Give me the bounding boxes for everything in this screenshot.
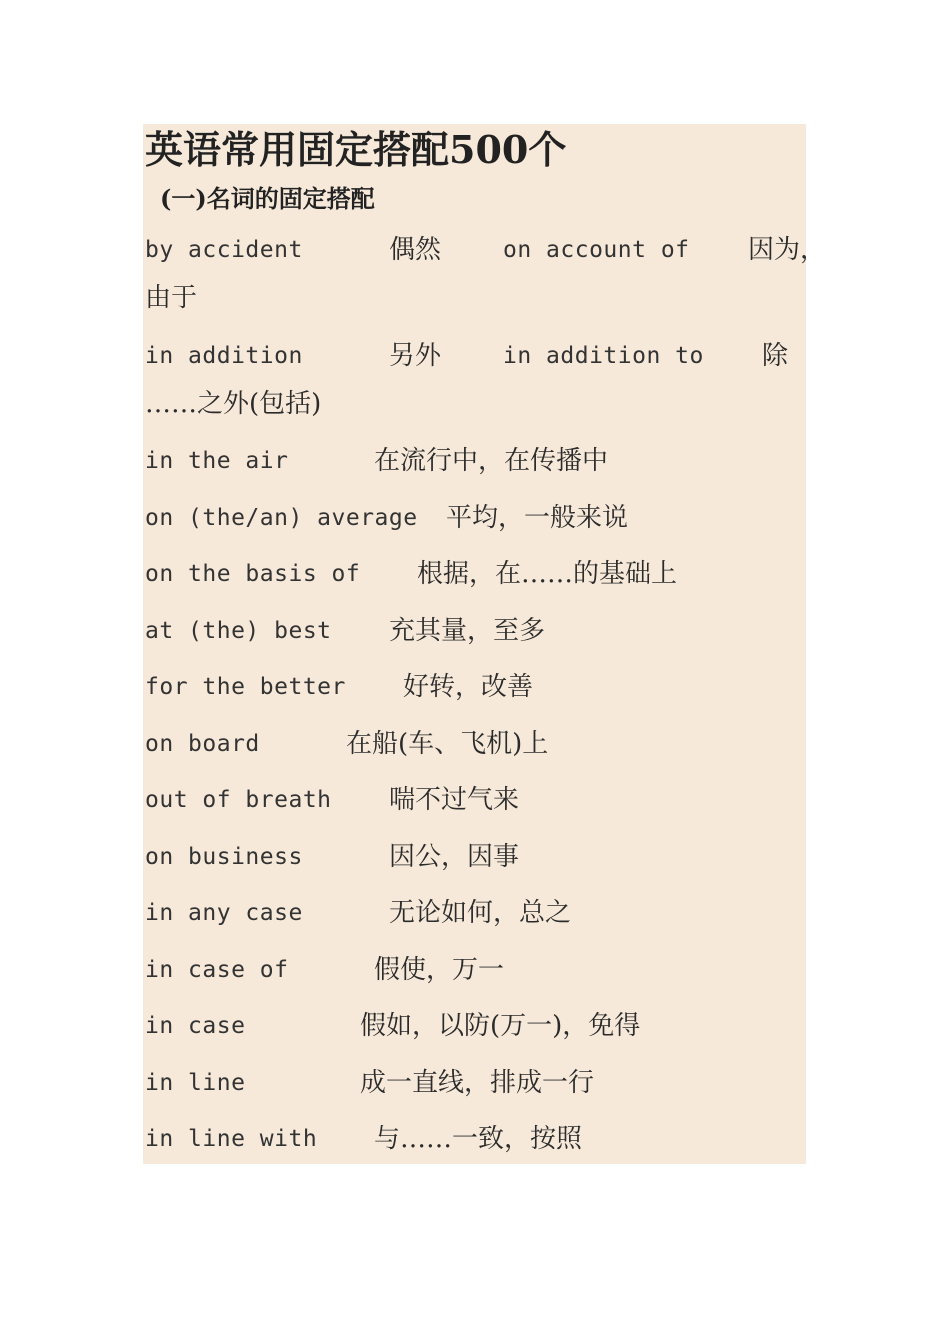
phrase-line: [145, 1115, 825, 1163]
english-phrase: in addition to: [503, 342, 704, 369]
chinese-meaning: 因为，: [748, 235, 827, 265]
phrase-entry: [145, 1115, 825, 1163]
english-phrase: on board: [145, 730, 260, 757]
chinese-meaning: 喘不过气来: [389, 785, 520, 815]
english-phrase: in the air: [145, 448, 289, 474]
chinese-meaning-continued: ……之外(包括): [145, 388, 322, 419]
chinese-meaning: 因公，因事: [389, 841, 520, 872]
chinese-meaning: 充其量，至多: [389, 615, 546, 646]
english-phrase: on the basis of: [145, 561, 361, 587]
english-phrase: in line with: [145, 1126, 318, 1152]
phrase-line: [145, 663, 825, 711]
phrase-line: [145, 332, 825, 380]
chinese-meaning: 好转，改善: [403, 672, 534, 702]
phrase-line: [145, 1002, 825, 1050]
phrase-entry: [145, 889, 825, 946]
section-heading: (一)名词的固定搭配: [160, 184, 375, 213]
chinese-meaning: 除: [762, 340, 789, 371]
phrase-line: [145, 550, 825, 598]
phrase-line: [145, 437, 825, 485]
english-phrase: on account of: [503, 237, 690, 263]
english-phrase: on (the/an) average: [145, 504, 418, 531]
chinese-meaning: 成一直线，排成一行: [360, 1067, 595, 1098]
chinese-meaning: 假使，万一: [374, 954, 505, 985]
english-phrase: in case: [145, 1013, 246, 1039]
phrase-entry: [145, 663, 825, 720]
chinese-meaning: 无论如何，总之: [389, 898, 572, 928]
phrase-line: [145, 226, 825, 274]
chinese-meaning: 在船(车、飞机)上: [346, 728, 549, 759]
phrase-line: [145, 607, 825, 655]
english-phrase: in any case: [145, 900, 303, 926]
phrase-entry: [145, 776, 825, 833]
phrase-line: [145, 889, 825, 937]
chinese-meaning: 在流行中，在传播中: [374, 446, 609, 476]
phrase-entry: [145, 550, 825, 607]
phrase-entry: [145, 494, 825, 551]
english-phrase: for the better: [145, 674, 346, 700]
chinese-meaning: 另外: [389, 340, 442, 371]
chinese-meaning: 与……一致，按照: [374, 1124, 583, 1154]
phrase-line-continuation: [145, 274, 825, 323]
phrase-line: [145, 776, 825, 824]
page-title: 英语常用固定搭配500个: [145, 127, 567, 172]
phrase-entry: [145, 437, 825, 494]
chinese-meaning: 平均，一般来说: [446, 502, 629, 533]
phrase-entry: [145, 833, 825, 890]
english-phrase: in case of: [145, 956, 289, 983]
phrase-line: [145, 494, 825, 542]
english-phrase: on business: [145, 843, 303, 870]
chinese-meaning: 偶然: [389, 235, 442, 265]
phrase-line: [145, 720, 825, 768]
english-phrase: out of breath: [145, 787, 332, 813]
phrase-line: [145, 1059, 825, 1107]
chinese-meaning: 根据，在……的基础上: [417, 559, 678, 589]
phrase-line-continuation: [145, 380, 825, 429]
phrase-entry: [145, 1002, 825, 1059]
english-phrase: in addition: [145, 342, 303, 369]
phrase-entry: [145, 720, 825, 777]
phrase-entry: [145, 607, 825, 664]
chinese-meaning-continued: 由于: [145, 283, 198, 313]
phrase-entry: [145, 332, 825, 438]
phrase-entry: [145, 226, 825, 332]
english-phrase: by accident: [145, 237, 303, 263]
phrase-line: [145, 946, 825, 994]
phrase-line: [145, 833, 825, 881]
english-phrase: at (the) best: [145, 617, 332, 644]
english-phrase: in line: [145, 1069, 246, 1096]
phrase-entry: [145, 946, 825, 1003]
chinese-meaning: 假如，以防(万一)，免得: [360, 1011, 641, 1041]
phrase-entry: [145, 1059, 825, 1116]
phrase-list: [145, 226, 825, 1163]
